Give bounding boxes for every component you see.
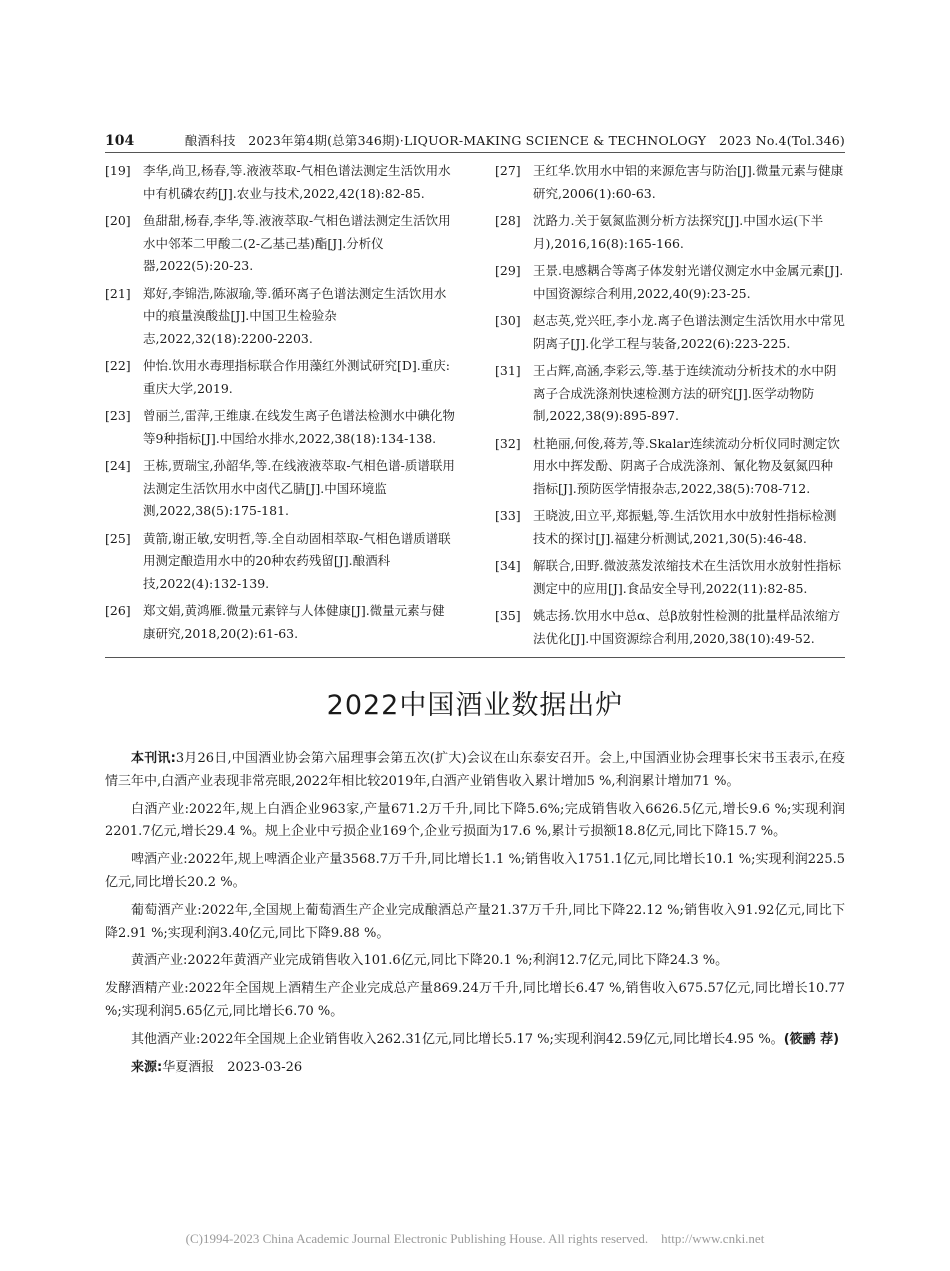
paragraph-baijiu: 白酒产业:2022年,规上白酒企业963家,产量671.2万千升,同比下降5.6%;完成销售收入6626.5亿元,增长9.6 %;实现利润2201.7亿元,增长29.4 %。规上企业中亏损企业169个,企业亏损面为17.6 %,累计亏损额18.8亿元,同比下降15.7 %。 xyxy=(105,801,845,840)
reference-text: 黄箭,谢正敏,安明哲,等.全自动固相萃取-气相色谱质谱联用测定酿造用水中的20种农药残留[J].酿酒科技,2022(4):132-139. xyxy=(143,530,451,591)
paragraph-alcohol: 发酵酒精产业:2022年全国规上酒精生产企业完成总产量869.24万千升,同比增长6.47 %,销售收入675.57亿元,同比增长10.77 %;实现利润5.65亿元,同比增长6.70 %。 xyxy=(105,981,845,1019)
reference-number: [28] xyxy=(495,213,521,228)
reference-text: 王景.电感耦合等离子体发射光谱仪测定水中金属元素[J].中国资源综合利用,2022,40(9):23-25. xyxy=(533,263,844,301)
reference-number: [32] xyxy=(495,435,521,451)
article-title: 2022中国酒业数据出炉 xyxy=(326,690,624,721)
reference-text: 李华,尚卫,杨春,等.液液萃取-气相色谱法测定生活饮用水中有机磷农药[J].农业与技术,2022,42(18):82-85. xyxy=(143,163,451,201)
reference-number: [34] xyxy=(495,558,521,573)
reference-item xyxy=(105,355,455,400)
reference-number: [27] xyxy=(495,163,521,178)
reference-text: 王栋,贾瑞宝,孙韶华,等.在线液液萃取-气相色谱-质谱联用法测定生活饮用水中卤代乙腈[J].中国环境监测,2022,38(5):175-181. xyxy=(143,458,455,518)
lead-paragraph xyxy=(105,748,845,794)
reference-text: 解联合,田野.微波蒸发浓缩技术在生活饮用水放射性指标测定中的应用[J].食品安全导刊,2022(11):82-85. xyxy=(533,558,841,596)
reference-text: 赵志英,党兴旺,李小龙.离子色谱法测定生活饮用水中常见阴离子[J].化学工程与装备,2022(6):223-225. xyxy=(533,313,845,351)
reference-text: 杜艳丽,何俊,蒋芳,等.Skalar连续流动分析仪同时测定饮用水中挥发酚、阴离子合成洗涤剂、氰化物及氨氮四种指标[J].预防医学情报杂志,2022,38(5):708-712. xyxy=(533,435,840,496)
header-rule xyxy=(105,152,845,153)
source-label: 来源: xyxy=(131,1059,163,1075)
reference-item xyxy=(105,283,455,351)
reference-number: [23] xyxy=(105,408,131,423)
reference-number: [24] xyxy=(105,458,131,473)
reference-text: 曾丽兰,雷萍,王维康.在线发生离子色谱法检测水中碘化物等9种指标[J].中国给水排水,2022,38(18):134-138. xyxy=(143,408,455,446)
running-title: 酿酒科技 2023年第4期(总第346期)·LIQUOR-MAKING SCIENCE & TECHNOLOGY 2023 No.4(Tol.346) xyxy=(184,133,845,148)
reference-item xyxy=(495,160,845,205)
reference-text: 郑好,李锦浩,陈淑瑜,等.循环离子色谱法测定生活饮用水中的痕量溴酸盐[J].中国卫生检验杂志,2022,32(18):2200-2203. xyxy=(143,285,447,346)
lead-text: 3月26日,中国酒业协会第六届理事会第五次(扩大)会议在山东泰安召开。会上,中国酒业协会理事长宋书玉表示,在疫情三年中,白酒产业表现非常亮眼,2022年相比较2019年,白酒产业销售收入累计增加5 %,利润累计增加71 %。 xyxy=(105,751,845,789)
paragraph-huangjiu: 黄酒产业:2022年黄酒产业完成销售收入101.6亿元,同比下降20.1 %;利润12.7亿元,同比下降24.3 %。 xyxy=(131,953,729,969)
reference-item xyxy=(105,160,455,205)
reference-item xyxy=(495,605,845,650)
reference-text: 王晓波,田立平,郑振魁,等.生活饮用水中放射性指标检测技术的探讨[J].福建分析测试,2021,30(5):46-48. xyxy=(533,508,837,546)
reference-number: [29] xyxy=(495,263,521,278)
recommender: (筱鹂 荐) xyxy=(783,1031,840,1047)
reference-text: 姚志扬.饮用水中总α、总β放射性检测的批量样品浓缩方法优化[J].中国资源综合利用,2020,38(10):49-52. xyxy=(533,608,841,646)
reference-item xyxy=(495,260,845,305)
reference-number: [31] xyxy=(495,363,521,378)
reference-number: [35] xyxy=(495,608,521,623)
reference-text: 王红华.饮用水中铝的来源危害与防治[J].微量元素与健康研究,2006(1):60-63. xyxy=(533,163,844,201)
reference-item xyxy=(495,360,845,428)
paragraph-beer: 啤酒产业:2022年,规上啤酒企业产量3568.7万千升,同比增长1.1 %;销售收入1751.1亿元,同比增长10.1 %;实现利润225.5亿元,同比增长20.2 %。 xyxy=(105,852,845,890)
paragraph-other xyxy=(105,1029,845,1052)
reference-number: [30] xyxy=(495,313,521,328)
reference-text: 王占辉,高涵,李彩云,等.基于连续流动分析技术的水中阴离子合成洗涤剂快速检测方法的研究[J].医学动物防制,2022,38(9):895-897. xyxy=(533,363,837,423)
reference-item xyxy=(495,555,845,600)
article-body xyxy=(105,748,845,1084)
paragraph-wine: 葡萄酒产业:2022年,全国规上葡萄酒生产企业完成酿酒总产量21.37万千升,同比下降22.12 %;销售收入91.92亿元,同比下降2.91 %;实现利润3.40亿元,同比下降9.88 %。 xyxy=(105,902,845,941)
reference-item xyxy=(105,210,455,278)
reference-text: 仲怡.饮用水毒理指标联合作用藻红外测试研究[D].重庆:重庆大学,2019. xyxy=(143,358,450,396)
lead-label: 本刊讯: xyxy=(131,751,176,766)
reference-number: [26] xyxy=(105,603,131,618)
reference-item xyxy=(495,505,845,550)
reference-number: [21] xyxy=(105,285,131,301)
section-divider xyxy=(105,657,845,658)
reference-item xyxy=(105,405,455,450)
reference-item xyxy=(495,310,845,355)
reference-item xyxy=(495,433,845,501)
other-text: 其他酒产业:2022年全国规上企业销售收入262.31亿元,同比增长5.17 %;实现利润42.59亿元,同比增长4.95 %。 xyxy=(131,1031,784,1047)
reference-item xyxy=(105,528,455,596)
reference-item xyxy=(105,600,455,645)
reference-item xyxy=(105,455,455,523)
references-left-column xyxy=(105,160,455,650)
reference-item xyxy=(495,210,845,255)
reference-number: [20] xyxy=(105,213,131,228)
reference-text: 鱼甜甜,杨春,李华,等.液液萃取-气相色谱法测定生活饮用水中邻苯二甲酸二(2-乙基己基)酯[J].分析仪器,2022(5):20-23. xyxy=(143,213,451,273)
page-header xyxy=(105,131,845,149)
reference-text: 郑文娟,黄鸿雁.微量元素锌与人体健康[J].微量元素与健康研究,2018,20(2):61-63. xyxy=(143,603,445,641)
page-number: 104 xyxy=(105,133,135,149)
copyright-footer: (C)1994-2023 China Academic Journal Electronic Publishing House. All rights reserved. http://www.cnki.net xyxy=(185,1231,765,1246)
reference-number: [33] xyxy=(495,508,521,523)
reference-number: [19] xyxy=(105,163,131,178)
reference-text: 沈路力.关于氨氮监测分析方法探究[J].中国水运(下半月),2016,16(8):165-166. xyxy=(533,213,824,251)
reference-number: [25] xyxy=(105,530,131,546)
references-right-column xyxy=(495,160,845,655)
source-line xyxy=(105,1057,845,1080)
source-text: 华夏酒报 2023-03-26 xyxy=(162,1059,303,1075)
reference-number: [22] xyxy=(105,358,131,373)
